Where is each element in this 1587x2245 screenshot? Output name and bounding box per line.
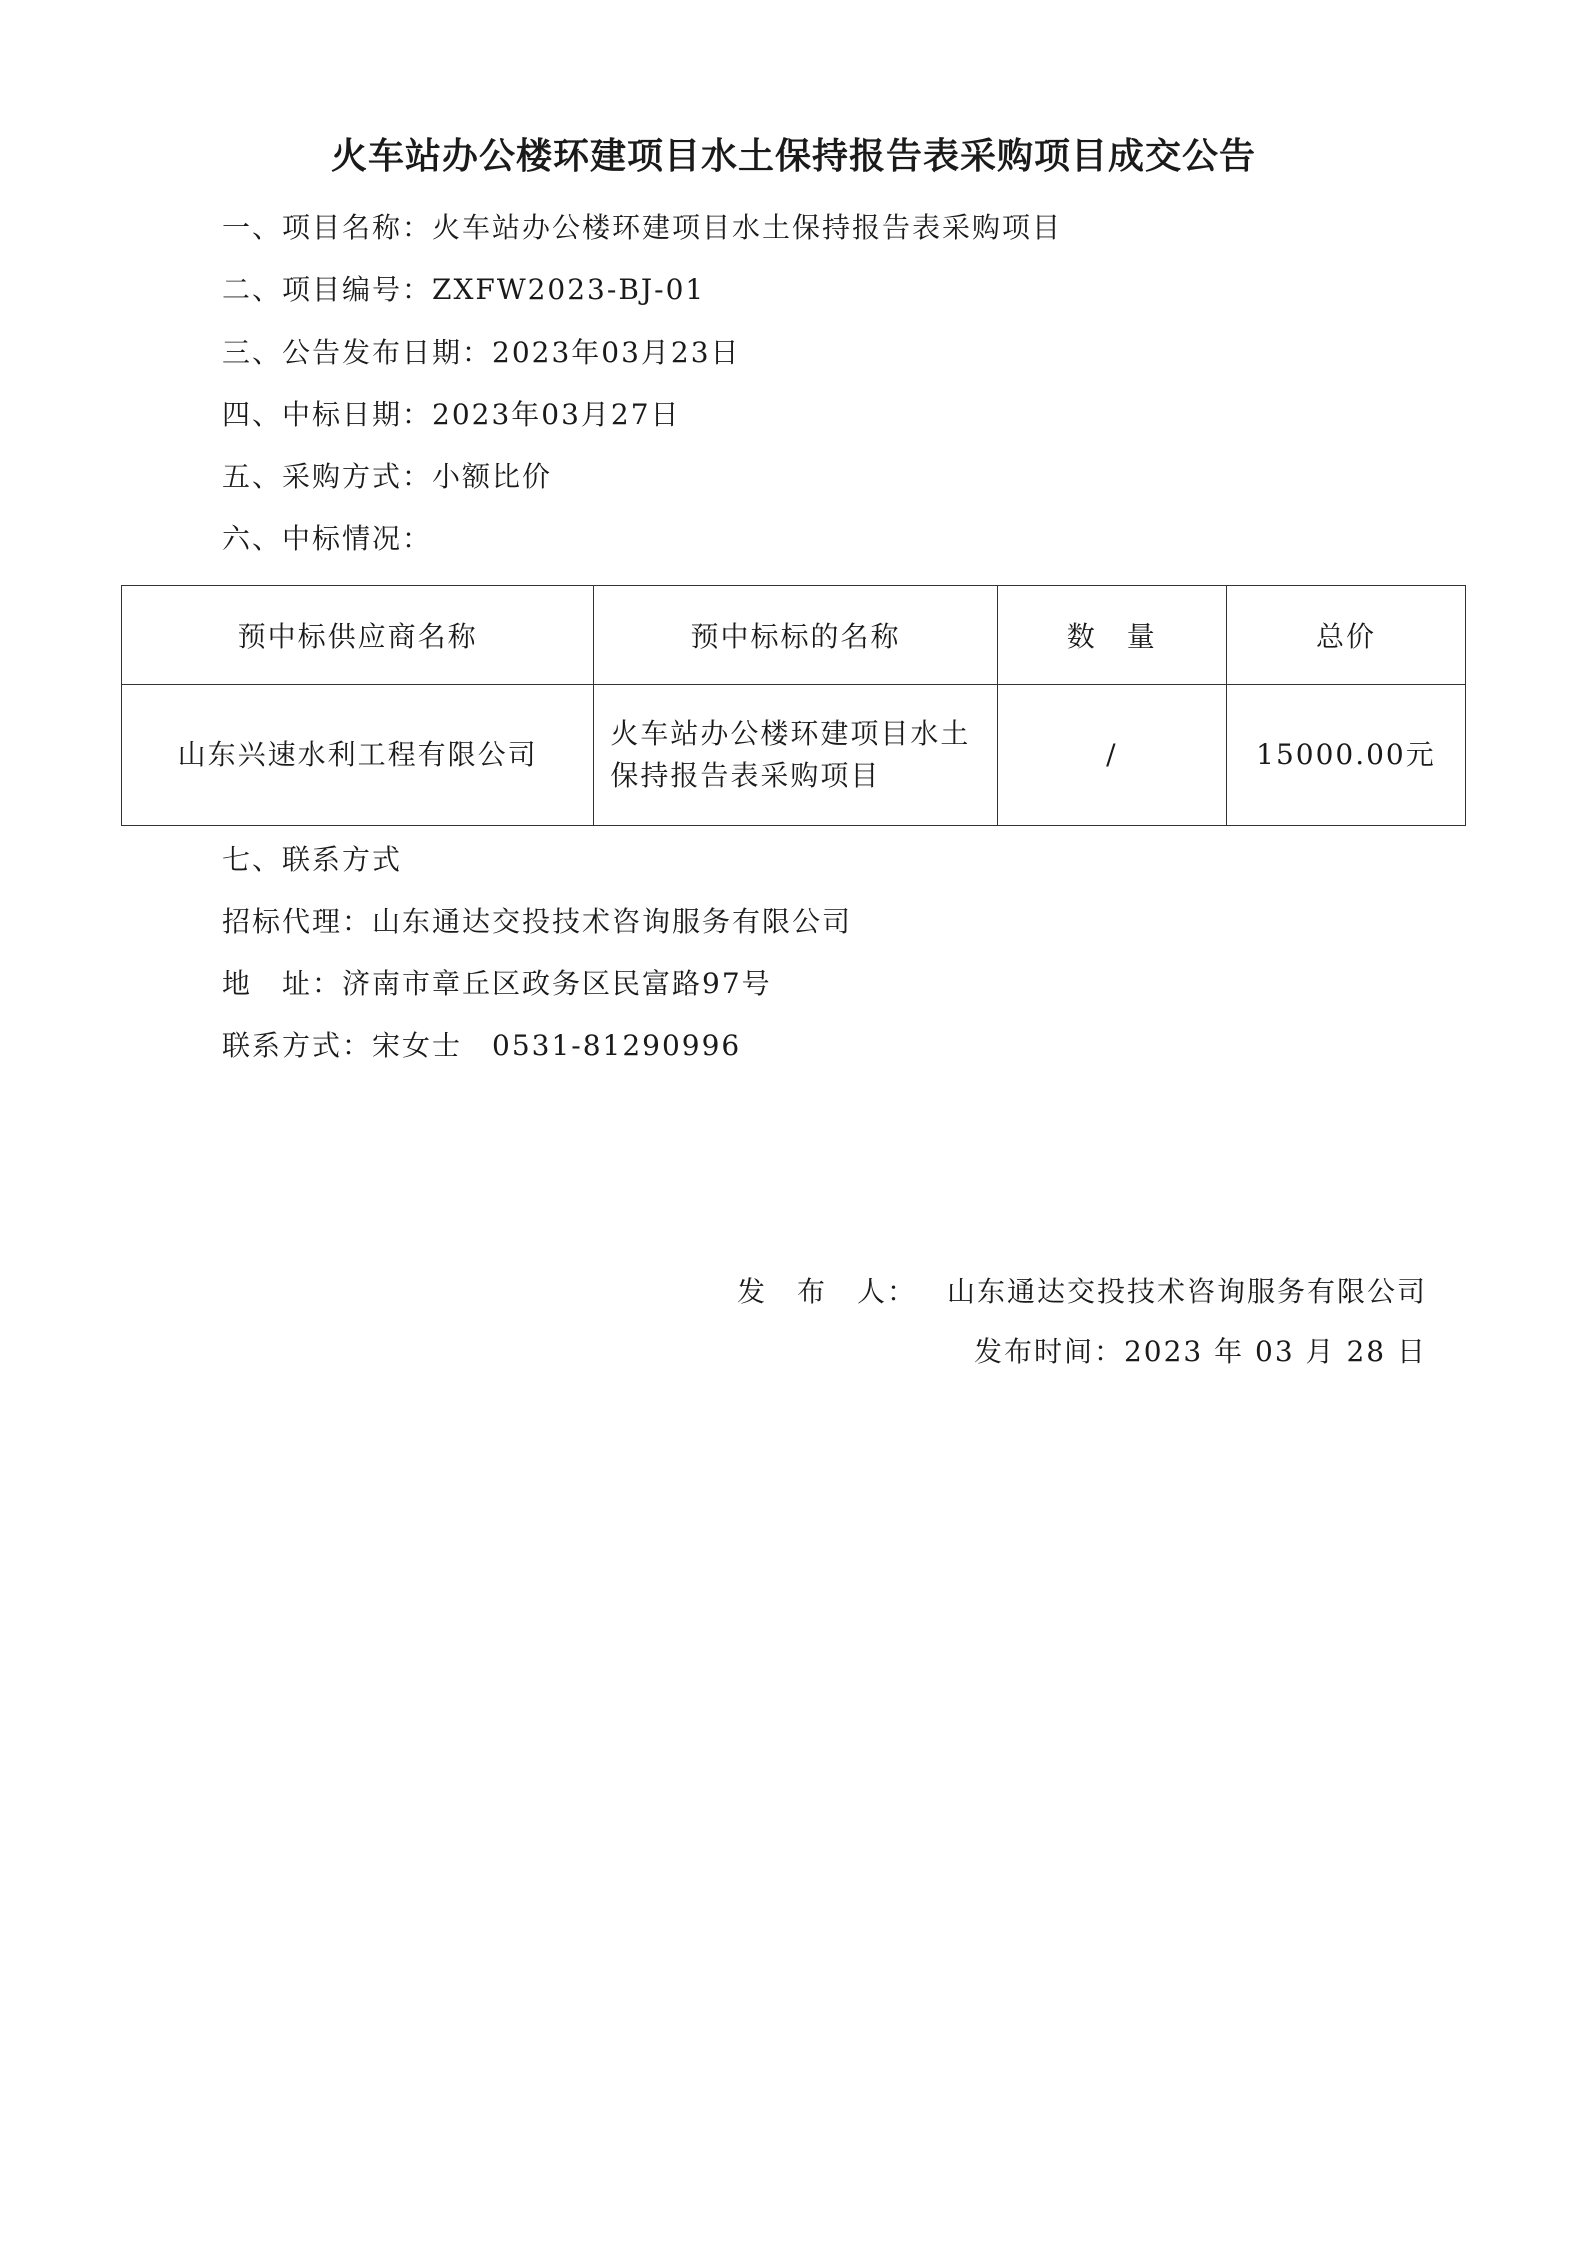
header-quantity: 数 量 <box>997 586 1226 685</box>
table-header-row <box>122 586 1466 685</box>
contact-heading: 七、联系方式 <box>222 843 403 876</box>
publisher-line <box>737 1270 1427 1310</box>
phone-line: 联系方式：宋女士 0531-81290996 <box>222 1029 742 1062</box>
header-price: 总价 <box>1226 586 1465 685</box>
page-title: 火车站办公楼环建项目水土保持报告表采购项目成交公告 <box>330 136 1256 177</box>
award-result-heading: 六、中标情况： <box>222 522 433 555</box>
publisher-label: 发 布 人： <box>736 1275 917 1308</box>
cell-price: 15000.00元 <box>1226 685 1465 826</box>
table-row <box>122 685 1466 826</box>
announce-date-line: 三、公告发布日期：2023年03月23日 <box>222 336 741 369</box>
header-supplier: 预中标供应商名称 <box>122 586 594 685</box>
cell-supplier: 山东兴速水利工程有限公司 <box>122 685 594 826</box>
cell-subject: 火车站办公楼环建项目水土保持报告表采购项目 <box>594 685 997 826</box>
award-table <box>121 585 1466 826</box>
project-name-line: 一、项目名称：火车站办公楼环建项目水土保持报告表采购项目 <box>222 211 1063 244</box>
procurement-method-line: 五、采购方式：小额比价 <box>222 460 553 493</box>
address-line: 地 址：济南市章丘区政务区民富路97号 <box>222 967 772 1000</box>
publish-time-line: 发布时间：2023 年 03 月 28 日 <box>973 1335 1427 1368</box>
award-date-line: 四、中标日期：2023年03月27日 <box>222 398 681 431</box>
cell-quantity: / <box>997 685 1226 826</box>
publisher-name: 山东通达交投技术咨询服务有限公司 <box>946 1275 1427 1308</box>
agent-line: 招标代理：山东通达交投技术咨询服务有限公司 <box>222 905 853 938</box>
project-number-line: 二、项目编号：ZXFW2023-BJ-01 <box>222 273 706 306</box>
header-subject: 预中标标的名称 <box>594 586 997 685</box>
